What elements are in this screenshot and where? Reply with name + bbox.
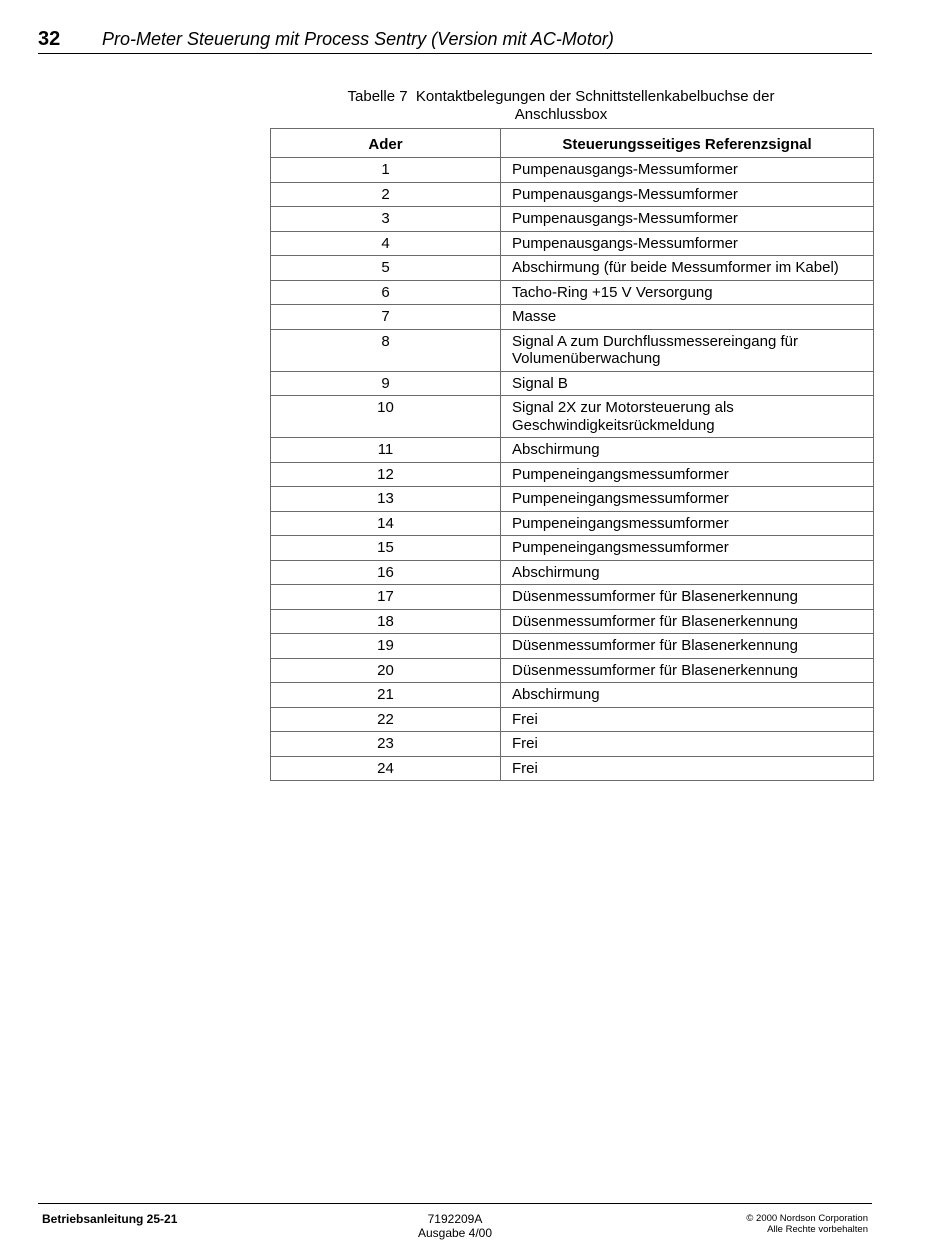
running-title: Pro-Meter Steuerung mit Process Sentry (Version mit AC-Motor) [102,29,614,49]
table-row [271,438,874,463]
footer-copyright: © 2000 Nordson Corporation [746,1213,868,1224]
reference-signal-cell: Pumpeneingangsmessumformer [501,511,874,536]
table-row [271,756,874,781]
reference-signal-cell: Pumpenausgangs-Messumformer [501,231,874,256]
reference-signal-cell: Düsenmessumformer für Blasenerkennung [501,658,874,683]
table-body [271,158,874,781]
wire-number-cell: 17 [271,585,501,610]
reference-signal-cell: Abschirmung (für beide Messumformer im Kabel) [501,256,874,281]
wire-number-cell: 9 [271,371,501,396]
table-row [271,158,874,183]
table-row [271,280,874,305]
table-row [271,207,874,232]
table-row [271,182,874,207]
wire-number-cell: 6 [271,280,501,305]
table-row [271,536,874,561]
wire-number-cell: 15 [271,536,501,561]
wire-number-cell: 23 [271,732,501,757]
reference-signal-cell: Frei [501,756,874,781]
wire-number-cell: 4 [271,231,501,256]
table-caption [271,88,851,124]
reference-signal-cell: Signal 2X zur Motorsteuerung als Geschwindigkeitsrückmeldung [501,396,874,438]
reference-signal-cell: Signal B [501,371,874,396]
wire-number-cell: 8 [271,329,501,371]
table-row [271,560,874,585]
wire-number-cell: 13 [271,487,501,512]
reference-signal-cell: Signal A zum Durchflussmessereingang für Volumenüberwachung [501,329,874,371]
reference-signal-cell: Tacho-Ring +15 V Versorgung [501,280,874,305]
reference-signal-cell: Abschirmung [501,560,874,585]
reference-signal-cell: Pumpeneingangsmessumformer [501,536,874,561]
page-footer [38,1203,872,1242]
table-row [271,707,874,732]
reference-signal-cell: Pumpenausgangs-Messumformer [501,158,874,183]
table-row [271,396,874,438]
wire-number-cell: 24 [271,756,501,781]
wire-number-cell: 1 [271,158,501,183]
table-header-row [271,129,874,158]
wire-number-cell: 14 [271,511,501,536]
table-row [271,732,874,757]
page-header [38,27,872,54]
reference-signal-cell: Masse [501,305,874,330]
column-header-signal: Steuerungsseitiges Referenzsignal [501,129,874,158]
wire-number-cell: 3 [271,207,501,232]
wire-number-cell: 21 [271,683,501,708]
page-number: 32 [38,28,61,50]
table-row [271,256,874,281]
wire-number-cell: 12 [271,462,501,487]
table-row [271,609,874,634]
wire-number-cell: 18 [271,609,501,634]
wire-number-cell: 2 [271,182,501,207]
reference-signal-cell: Pumpenausgangs-Messumformer [501,182,874,207]
table-caption-line-1: Tabelle 7 Kontaktbelegungen der Schnittstellenkabelbuchse der [347,88,775,105]
wire-number-cell: 20 [271,658,501,683]
wire-number-cell: 16 [271,560,501,585]
column-header-wire: Ader [271,129,501,158]
footer-copyright-block [746,1213,868,1235]
table-row [271,658,874,683]
table-row [271,329,874,371]
wire-number-cell: 11 [271,438,501,463]
table-caption-line-2: Anschlussbox [514,106,608,123]
footer-document-info [355,1212,555,1240]
table-row [271,511,874,536]
reference-signal-cell: Pumpenausgangs-Messumformer [501,207,874,232]
wire-number-cell: 19 [271,634,501,659]
reference-signal-cell: Abschirmung [501,438,874,463]
wire-number-cell: 10 [271,396,501,438]
footer-rights: Alle Rechte vorbehalten [767,1224,868,1235]
reference-signal-cell: Düsenmessumformer für Blasenerkennung [501,609,874,634]
table-row [271,487,874,512]
table-row [271,462,874,487]
reference-signal-cell: Düsenmessumformer für Blasenerkennung [501,634,874,659]
wire-number-cell: 7 [271,305,501,330]
reference-signal-cell: Pumpeneingangsmessumformer [501,462,874,487]
table-row [271,305,874,330]
contact-assignment-table [270,128,874,781]
table-row [271,231,874,256]
reference-signal-cell: Abschirmung [501,683,874,708]
table-row [271,634,874,659]
reference-signal-cell: Frei [501,732,874,757]
reference-signal-cell: Düsenmessumformer für Blasenerkennung [501,585,874,610]
footer-edition: Ausgabe 4/00 [417,1226,493,1240]
footer-manual-title: Betriebsanleitung 25-21 [42,1212,178,1226]
wire-number-cell: 5 [271,256,501,281]
table-row [271,585,874,610]
wire-number-cell: 22 [271,707,501,732]
reference-signal-cell: Frei [501,707,874,732]
table-row [271,683,874,708]
table-row [271,371,874,396]
footer-part-number: 7192209A [427,1212,483,1226]
reference-signal-cell: Pumpeneingangsmessumformer [501,487,874,512]
